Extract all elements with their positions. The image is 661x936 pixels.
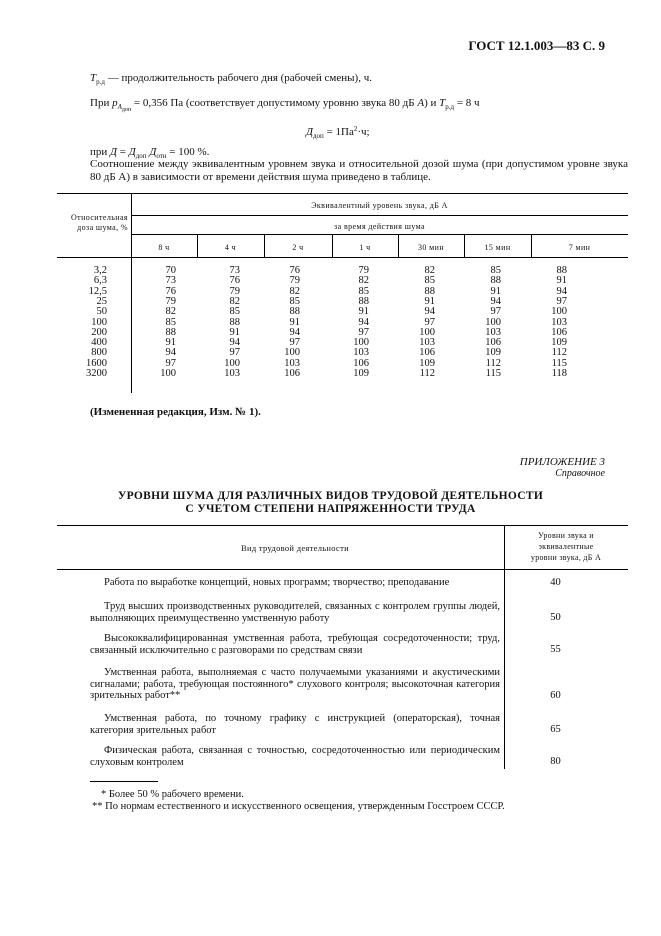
table1-value-cell: 85	[289, 295, 300, 307]
table1-value-cell: 106	[419, 347, 435, 359]
appendix-title-line1: УРОВНИ ШУМА ДЛЯ РАЗЛИЧНЫХ ВИДОВ ТРУДОВОЙ ДЕЯТЕЛЬНОСТИ	[117, 490, 544, 502]
table1-row-header-l2: доза шума, %	[77, 223, 128, 232]
table1-value-cell: 79	[289, 275, 300, 287]
table1-value-cell: 88	[358, 295, 369, 307]
table1-value-cell: 76	[289, 265, 300, 276]
table1-value-cell: 76	[229, 275, 240, 287]
table1-value-cell: 106	[485, 337, 501, 349]
table2-level: 55	[550, 644, 561, 655]
table1-value-cell: 97	[358, 326, 369, 338]
table1-value-cell: 106	[284, 368, 300, 379]
table1-row-header-l1: Относительная	[71, 213, 128, 222]
table1-value-cell: 91	[358, 306, 369, 318]
table1-value-cell: 88	[490, 275, 501, 287]
table1-value-cell: 88	[289, 306, 300, 318]
table1-dose-cell: 100	[91, 316, 107, 328]
table1-column-header: 7 мин	[568, 243, 591, 252]
table1-value-cell: 103	[551, 316, 567, 328]
table1-value-cell: 100	[551, 306, 567, 318]
table1-value-cell: 100	[419, 326, 435, 338]
table1-dose-cell: 25	[96, 295, 107, 307]
table1-column-header: 2 ч	[292, 243, 304, 252]
table1-value-cell: 106	[551, 326, 567, 338]
footnote-rule	[90, 781, 158, 782]
table1-value-cell: 85	[490, 265, 501, 276]
table1-column-header: 8 ч	[158, 243, 170, 252]
table1-dose-cell: 3200	[86, 368, 107, 379]
table1-value-cell: 91	[424, 295, 435, 307]
table1-group-header: Эквивалентный уровень звука, дБ А	[311, 201, 448, 210]
table1-value-cell: 94	[289, 326, 300, 338]
table1-row	[57, 307, 628, 317]
intro-paragraph: Соотношение между эквивалентным уровнем звука и относительной дозой шума (при допустимом уровне звука 80 дБ А) в зависимости от времени действия шума приведено в таблице.	[90, 158, 628, 183]
table2-col2-header-l3: уровни звука, дБ А	[530, 553, 602, 562]
table1-row	[57, 276, 628, 286]
table1-value-cell: 112	[485, 357, 501, 369]
table1-dose-cell: 50	[96, 306, 107, 318]
table1-value-cell: 103	[224, 368, 240, 379]
table2-col1-header: Вид трудовой деятельности	[241, 543, 349, 553]
table1-value-cell: 112	[419, 368, 435, 379]
footnote-1: * Более 50 % рабочего времени.	[101, 789, 244, 800]
table1-value-cell: 76	[165, 285, 176, 297]
table1-value-cell: 97	[556, 295, 567, 307]
formula: $Д_{доп} = 1Па^2\cdot ч$;	[306, 125, 370, 140]
table1-value-cell: 97	[229, 347, 240, 359]
table1-value-cell: 115	[485, 368, 501, 379]
table2-activity: Физическая работа, связанная с точностью, сосредоточенностью или периодическим слуховым контролем	[90, 745, 500, 768]
table1-dose-cell: 3,2	[93, 265, 107, 276]
table1-group-rule	[131, 215, 628, 216]
table1-value-cell: 100	[160, 368, 176, 379]
table1-value-cell: 94	[490, 295, 501, 307]
table1-top-rule	[57, 193, 628, 194]
table1-value-cell: 112	[551, 347, 567, 359]
table2-activity: Труд высших производственных руководителей, связанных с контролем группы людей, выполняющих преимущественно умственную работу	[90, 601, 500, 624]
amendment-note: (Измененная редакция, Изм. № 1).	[90, 406, 261, 418]
table1-column-header: 15 мин	[484, 243, 511, 252]
table1-value-cell: 109	[419, 357, 435, 369]
table1-dose-cell: 1600	[86, 357, 107, 369]
table2-top-rule	[57, 525, 628, 526]
table1-value-cell: 73	[165, 275, 176, 287]
appendix-sublabel: Справочное	[555, 468, 605, 479]
appendix-title-line2: С УЧЕТОМ СТЕПЕНИ НАПРЯЖЕННОСТИ ТРУДА	[185, 503, 476, 515]
table1-value-cell: 82	[358, 275, 369, 287]
table1-sub-rule	[131, 234, 628, 235]
table2-col2-header-l1: Уровни звука и	[538, 531, 594, 540]
table1-value-cell: 100	[224, 357, 240, 369]
table1-column-header: 4 ч	[224, 243, 237, 252]
table1-value-cell: 91	[165, 337, 176, 349]
table1-value-cell: 91	[490, 285, 501, 297]
table1-sub-header: за время действия шума	[334, 222, 425, 231]
table1-value-cell: 106	[353, 357, 369, 369]
table2-level: 50	[550, 612, 561, 623]
table1-value-cell: 103	[284, 357, 300, 369]
table1-row	[57, 297, 628, 307]
table1-row	[57, 359, 628, 369]
table1-value-cell: 91	[289, 316, 300, 328]
t-definition: $T_{р.д}$ — продолжительность рабочего дня (рабочей смены), ч.	[90, 72, 372, 86]
table1-value-cell: 82	[289, 285, 300, 297]
table1-row	[57, 266, 628, 276]
table1-value-cell: 79	[229, 285, 240, 297]
table1-value-cell: 100	[284, 347, 300, 359]
table1-value-cell: 118	[551, 368, 567, 379]
table2-activity: Работа по выработке концепций, новых программ; творчество; преподавание	[104, 577, 450, 588]
table1-value-cell: 82	[424, 265, 435, 276]
table1-dose-cell: 800	[91, 347, 107, 359]
table1-row	[57, 338, 628, 348]
table1-value-cell: 79	[358, 265, 369, 276]
table2-col2-header-l2: эквивалентные	[538, 542, 594, 551]
table2-level: 65	[550, 724, 561, 735]
table1-value-cell: 85	[229, 306, 240, 318]
table1-value-cell: 97	[165, 357, 176, 369]
table2-header-rule	[57, 569, 628, 570]
table1-row	[57, 328, 628, 338]
table1-value-cell: 91	[229, 326, 240, 338]
table1-value-cell: 70	[165, 265, 176, 276]
table1-value-cell: 82	[165, 306, 176, 318]
table1-value-cell: 100	[485, 316, 501, 328]
table1-value-cell: 91	[556, 275, 567, 287]
table1-value-cell: 94	[229, 337, 240, 349]
table2-level: 40	[550, 577, 561, 588]
table1-value-cell: 79	[165, 295, 176, 307]
table1-value-cell: 94	[165, 347, 176, 359]
table2-level: 80	[550, 756, 561, 767]
d-equation: при $Д = Д_{доп}$ $Д_{отн} = 100$ %.	[90, 146, 210, 160]
table1-row	[57, 318, 628, 328]
table1-value-cell: 88	[424, 285, 435, 297]
table1-dose-cell: 12,5	[88, 285, 107, 297]
table1-value-cell: 85	[358, 285, 369, 297]
table2-activity: Умственная работа, выполняемая с часто получаемыми указаниями и акустическими сигналами; работа, требующая постоянного* слухового контроля; высокоточная категория зрительных работ**	[90, 667, 500, 701]
table1-value-cell: 94	[358, 316, 369, 328]
table1-value-cell: 103	[419, 337, 435, 349]
table1-dose-cell: 6,3	[93, 275, 107, 287]
table2-activity: Умственная работа, по точному графику с инструкцией (операторская), точная категория зрительных работ	[90, 713, 500, 736]
table1-header-bottom-rule	[57, 257, 628, 258]
table1-row	[57, 369, 628, 379]
table1-value-cell: 115	[551, 357, 567, 369]
table2-col-divider	[504, 525, 505, 769]
table1-value-cell: 88	[229, 316, 240, 328]
table1-dose-cell: 400	[91, 337, 107, 349]
table1-value-cell: 85	[424, 275, 435, 287]
table1-value-cell: 85	[165, 316, 176, 328]
table1-value-cell: 103	[353, 347, 369, 359]
table1-column-header: 1 ч	[359, 243, 371, 252]
table1-row	[57, 287, 628, 297]
table1-value-cell: 73	[229, 265, 240, 276]
appendix-label: ПРИЛОЖЕНИЕ 3	[519, 456, 605, 468]
table1-value-cell: 103	[485, 326, 501, 338]
table1-column-header: 30 мин	[417, 243, 445, 252]
table1-value-cell: 97	[289, 337, 300, 349]
table1-value-cell: 94	[424, 306, 435, 318]
table2-level: 60	[550, 690, 561, 701]
table1-value-cell: 88	[556, 265, 567, 276]
table1-row	[57, 348, 628, 358]
table1-value-cell: 100	[353, 337, 369, 349]
table1-value-cell: 97	[424, 316, 435, 328]
table1-value-cell: 82	[229, 295, 240, 307]
page-header: ГОСТ 12.1.003—83 С. 9	[468, 38, 605, 53]
table1-value-cell: 88	[165, 326, 176, 338]
footnote-2: ** По нормам естественного и искусственного освещения, утвержденным Госстроем СССР.	[92, 801, 505, 812]
table1-value-cell: 97	[490, 306, 501, 318]
table2-activity: Высококвалифицированная умственная работа, требующая сосредоточенности; труд, связанный исключительно с разговорами по средствам связи	[90, 633, 500, 656]
table1-value-cell: 109	[551, 337, 567, 349]
table1-value-cell: 94	[556, 285, 567, 297]
table1-value-cell: 109	[353, 368, 369, 379]
condition-line: При $p_{Aдоп} = 0,356$ Па (соответствует допустимому уровню звука 80 дБ A) и $T_{р.д} = 8$ ч	[90, 97, 480, 113]
table1-value-cell: 109	[485, 347, 501, 359]
table1-dose-cell: 200	[91, 326, 107, 338]
